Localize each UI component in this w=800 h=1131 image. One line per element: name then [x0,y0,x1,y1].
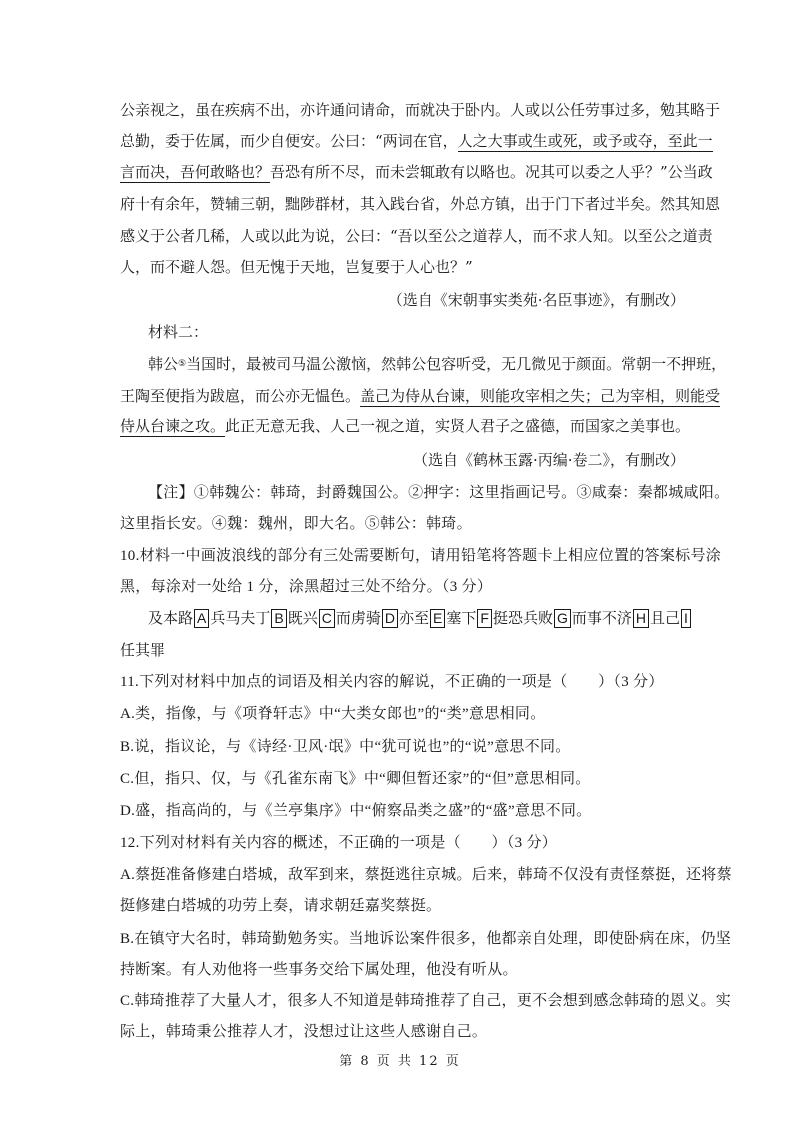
answer-box-a[interactable]: A [194,609,209,628]
page-footer: 第 8 页 共 12 页 [339,1054,461,1069]
material1-line-4: 府十有余年，赞辅三朝，黜陟群材，其入践台省，外总方镇，出于门下者过半矣。然其知恩 [120,195,721,213]
q12-option-c-line-1[interactable]: C.韩琦推荐了大量人才，很多人不知道是韩琦推荐了自己，更不会想到感念韩琦的恩义。实 [120,993,732,1009]
q12-option-a-line-2[interactable]: 挺修建白塔城的功劳上奏，请求朝廷嘉奖蔡挺。 [120,898,442,914]
wavy-underline-segment: 人之大事或生或死，或予或夺，至此一 [457,132,713,150]
notes-line-1: 【注】①韩魏公：韩琦，封爵魏国公。②押字：这里指画记号。③咸秦：秦都城咸阳。 [148,485,730,501]
answer-box-f[interactable]: F [477,609,492,628]
answer-box-d[interactable]: D [382,609,398,628]
q12-stem: 12.下列对材料有关内容的概述，不正确的一项是（ ）（3 分） [120,835,558,851]
material2-source: （选自《鹤林玉露·丙编·卷二》，有删改） [412,451,685,469]
underline-segment: 盖己为侍从台谏，则能攻宰相之失；己为宰相，则能受 [360,387,721,405]
q10-stem-line-1: 10.材料一中画波浪线的部分有三处需要断句，请用铅笔将答题卡上相应位置的答案标号涂 [120,548,722,564]
material1-line-2: 总勤，委于佐属，而少自便安。公曰：“两词在官，人之大事或生或死，或予或夺，至此一 [120,132,713,150]
notes-line-2: 这里指长安。④魏：魏州，即大名。⑤韩公：韩琦。 [120,516,472,532]
material2-line-1: 韩公⑤当国时，最被司马温公激恼，然韩公包容听受，无几微见于颜面。常朝一不押班， [148,355,727,373]
material1-source: （选自《宋朝事实类苑·名臣事迹》，有删改） [387,291,685,309]
material2-line-3: 侍从台谏之攻。此正无意无我、人己一视之道，实贤人君子之盛德，而国家之美事也。 [120,417,691,435]
material2-line-2: 王陶至便指为跋扈，而公亦无愠色。盖己为侍从台谏，则能攻宰相之失；己为宰相，则能受 [120,387,721,405]
material2-heading: 材料二： [148,323,209,341]
q10-options-line-2: 任其罪 [120,641,166,659]
answer-box-e[interactable]: E [430,609,445,628]
wavy-underline-segment: 言而决，吾何敢略也？ [120,163,271,181]
footnote-marker: ⑤ [178,359,187,369]
q11-stem: 11.下列对材料中加点的词语及相关内容的解说，不正确的一项是（ ）（3 分） [120,674,664,690]
answer-box-b[interactable]: B [271,609,286,628]
q12-option-b-line-2[interactable]: 持断案。有人劝他将一些事务交给下属处理，他没有听从。 [120,962,518,978]
q10-stem-line-2: 黑，每涂对一处给 1 分，涂黑超过三处不给分。（3 分） [120,579,493,595]
q12-option-c-line-2[interactable]: 际上，韩琦秉公推荐人才，没想过让这些人感谢自己。 [120,1024,488,1040]
q11-option-a[interactable]: A.类，指像，与《项脊轩志》中“大类女郎也”的“类”意思相同。 [120,706,546,722]
answer-box-i[interactable]: I [681,609,691,628]
q11-option-d[interactable]: D.盛，指高尚的，与《兰亭集序》中“俯察品类之盛”的“盛”意思不同。 [120,803,592,819]
material1-line-5: 感义于公者几稀，人或以此为说，公曰：“吾以至公之道荐人，而不求人知。以至公之道责 [120,227,713,245]
q12-option-b-line-1[interactable]: B.在镇守大名时，韩琦勤勉务实。当地诉讼案件很多，他都亲自处理，即使卧病在床，仍坚 [120,931,732,947]
q12-option-a-line-1[interactable]: A.蔡挺准备修建白塔城，敌军到来，蔡挺逃往京城。后来，韩琦不仅没有责怪蔡挺，还将蔡 [120,867,732,883]
q11-option-b[interactable]: B.说，指议论，与《诗经·卫风·氓》中“犹可说也”的“说”意思不同。 [120,739,571,755]
answer-box-c[interactable]: C [319,609,335,628]
material1-line-6: 人，而不避人怨。但无愧于天地，岂复要于人心也？” [120,258,473,276]
material1-line-3: 言而决，吾何敢略也？吾恐有所不尽，而未尝辄敢有以略也。况其可以委之人乎？”公当政 [120,163,713,181]
underline-segment: 侍从台谏之攻。 [120,417,226,435]
material1-line-1: 公亲视之，虽在疾病不出，亦许通问请命，而就决于卧内。人或以公任劳事过多，勉其略于 [120,101,721,119]
q11-option-c[interactable]: C.但，指只、仅，与《孔雀东南飞》中“卿但暂还家”的“但”意思相同。 [120,771,591,787]
answer-box-h[interactable]: H [633,609,649,628]
q10-options-line: 及本路 A 兵马夫丁 B 既兴 C 而虏骑 D 亦至 E 塞下 F 挺恐兵败 G 而事不济 H 且己 I [148,608,688,628]
answer-box-g[interactable]: G [554,609,571,628]
